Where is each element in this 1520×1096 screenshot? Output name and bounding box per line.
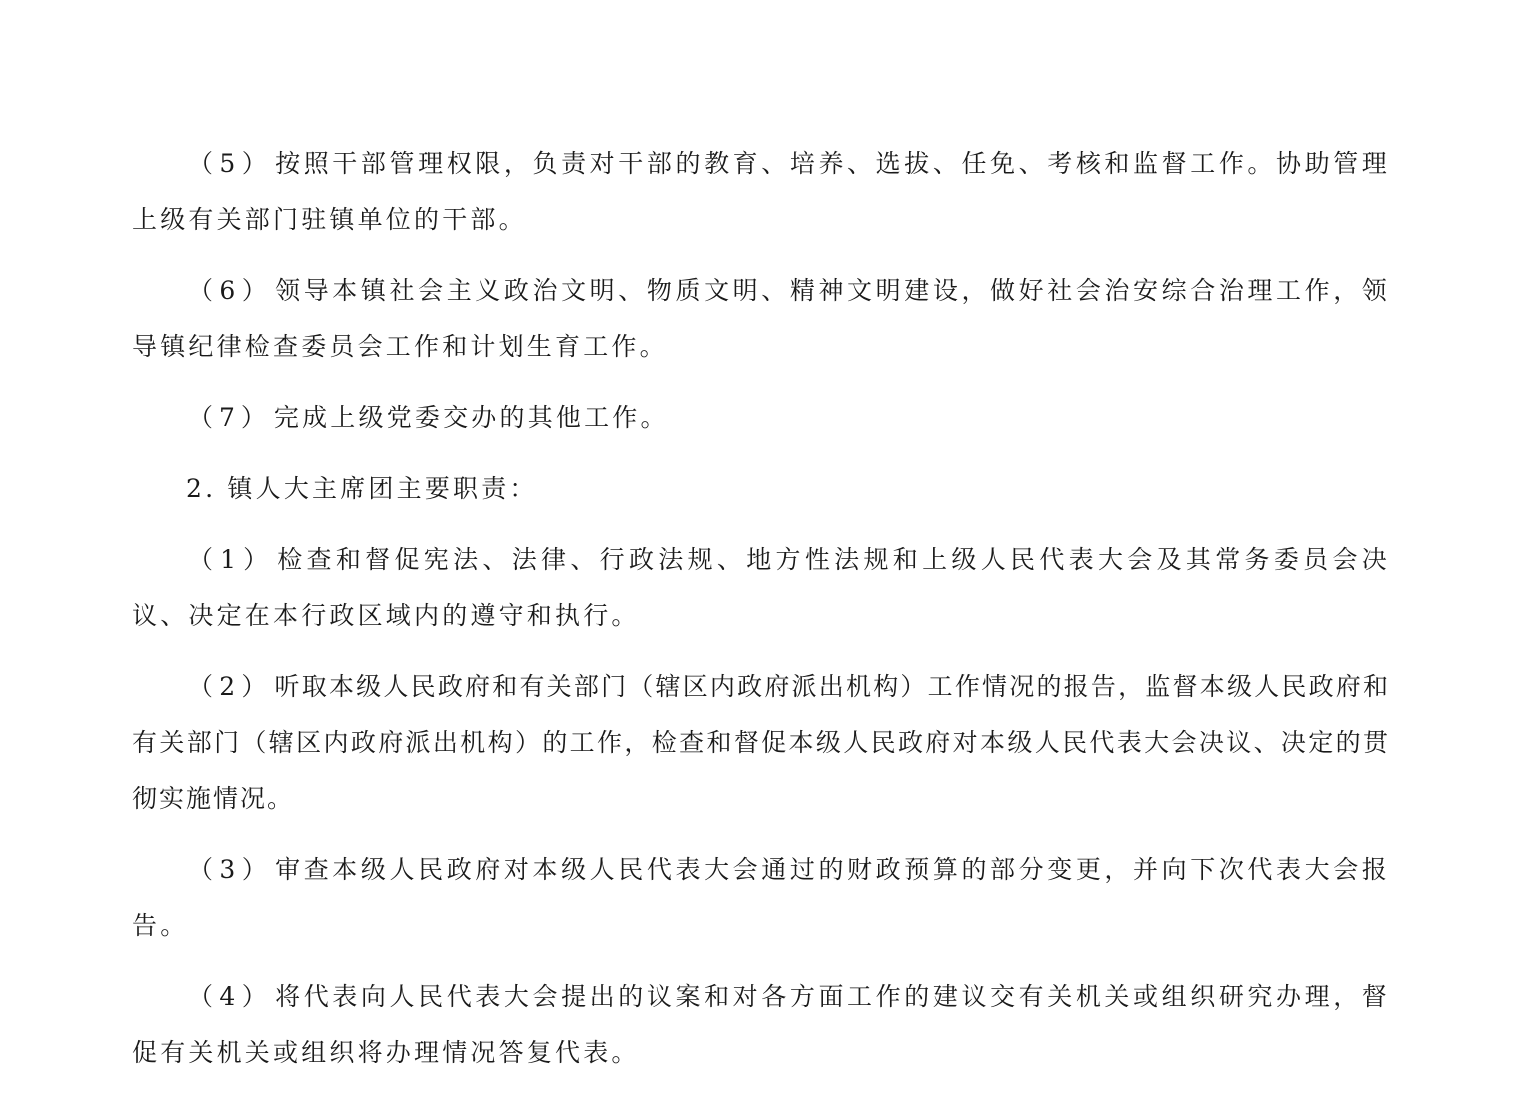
paragraph-item-7 [132, 390, 1390, 446]
duty-item-1 [132, 532, 1390, 644]
paragraph-label: （2） [188, 672, 273, 701]
duty-item-2 [132, 659, 1390, 827]
paragraph-text: 领导本镇社会主义政治文明、物质文明、精神文明建设，做好社会治安综合治理工作，领导镇纪律检查委员会工作和计划生育工作。 [132, 276, 1391, 361]
paragraph-label: （1） [188, 545, 276, 574]
paragraph-label: （5） [188, 149, 274, 178]
paragraph-text: 将代表向人民代表大会提出的议案和对各方面工作的建议交有关机关或组织研究办理，督促有关机关或组织将办理情况答复代表。 [132, 982, 1391, 1067]
paragraph-text: 完成上级党委交办的其他工作。 [273, 403, 669, 432]
paragraph-text: 检查和督促宪法、法律、行政法规、地方性法规和上级人民代表大会及其常务委员会决议、决定在本行政区域内的遵守和执行。 [132, 545, 1391, 630]
section-title: 镇人大主席团主要职责： [227, 474, 538, 503]
paragraph-text: 审查本级人民政府对本级人民代表大会通过的财政预算的部分变更，并向下次代表大会报告。 [132, 855, 1391, 940]
section-heading [132, 461, 1390, 517]
paragraph-label: （6） [188, 276, 274, 305]
section-number: 2. [186, 474, 217, 503]
paragraph-item-5 [132, 136, 1390, 248]
paragraph-text: 按照干部管理权限，负责对干部的教育、培养、选拔、任免、考核和监督工作。协助管理上级有关部门驻镇单位的干部。 [132, 149, 1391, 234]
paragraph-item-6 [132, 263, 1390, 375]
duty-item-4 [132, 969, 1390, 1081]
paragraph-label: （4） [188, 982, 274, 1011]
paragraph-label: （3） [188, 855, 274, 884]
document-body [132, 136, 1390, 1096]
paragraph-text: 听取本级人民政府和有关部门（辖区内政府派出机构）工作情况的报告，监督本级人民政府和有关部门（辖区内政府派出机构）的工作，检查和督促本级人民政府对本级人民代表大会决议、决定的贯彻实施情况。 [132, 672, 1390, 813]
duty-item-3 [132, 842, 1390, 954]
paragraph-label: （7） [188, 403, 272, 432]
